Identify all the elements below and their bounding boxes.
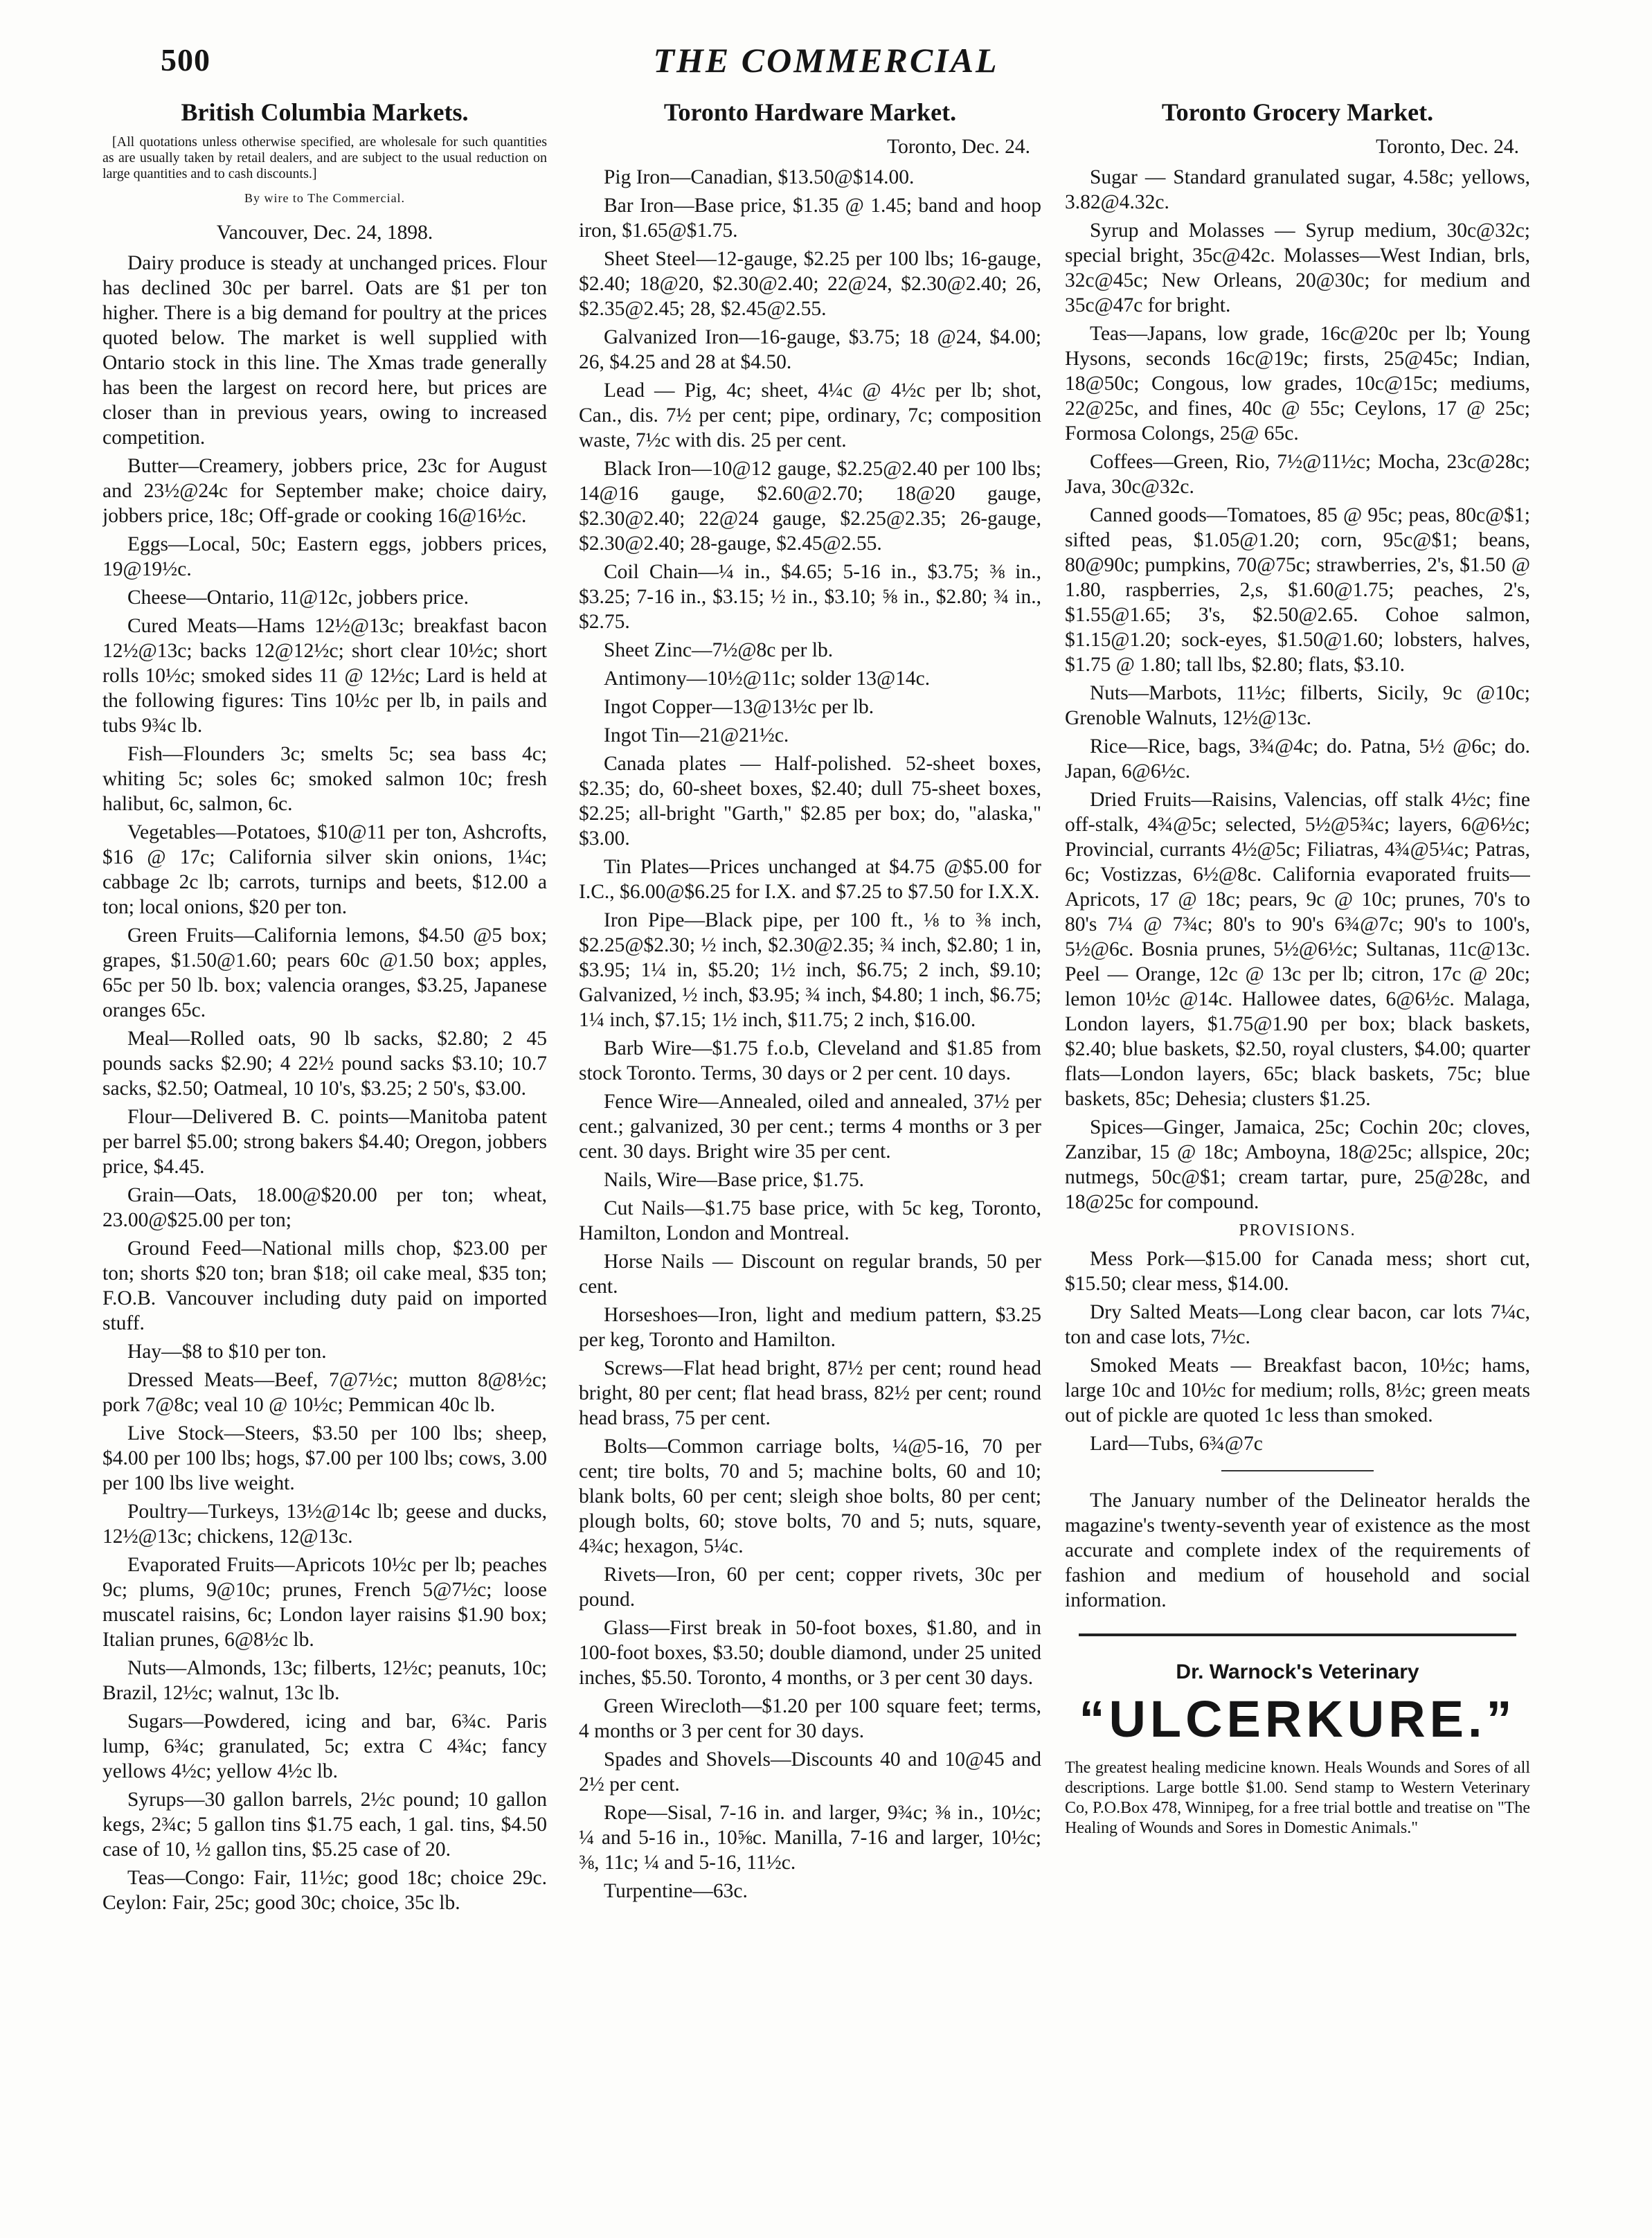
market-paragraph: Ground Feed—National mills chop, $23.00 per ton; shorts $20 ton; bran $18; oil cake meal, $35 ton; F.O.B. Vancouver including duty paid on imported stuff. xyxy=(102,1237,547,1334)
market-entries xyxy=(102,251,547,1915)
market-paragraph: Dried Fruits—Raisins, Valencias, off stalk 4½c; fine off-stalk, 4¾@5c; selected, 5½@5¾c; layers, 6@6½c; Provincial, currants 4½@5c; Filiatras, 4¾@5¼c; Patras, 6c; Vostizzas, 6½@8c. California evaporated fruits—Apricots, 17 @ 18c; pears, 9c @ 10c; prunes, 70's to 80's 7¼ @ 7¾c; 80's to 90's 6¾@7c; 90's to 100's, 5½@6c. Bosnia prunes, 5½@6½c; Sultanas, 11c@13c. Peel — Orange, 12c @ 13c per lb; citron, 17c @ 20c; lemon 10½c @14c. Hallowee dates, 6@6½c. Malaga, London layers, $1.75@1.90 per box; black baskets, $2.40; blue baskets, $2.50, royal clusters, $4.00; quarter flats—London layers, 65c; black baskets, 75c; blue baskets, 85c; Dehesia; clusters $1.25. xyxy=(1065,789,1530,1110)
market-paragraph: Green Fruits—California lemons, $4.50 @5 box; grapes, $1.50@1.60; pears 60c @1.50 box; apples, 65c per 50 lb. box; valencia oranges, $3.25, Japanese oranges 65c. xyxy=(102,924,547,1021)
market-paragraph: Evaporated Fruits—Apricots 10½c per lb; peaches 9c; plums, 9@10c; prunes, French 5@7½c; loose muscatel raisins, 6c; London layer raisins $1.90 box; Italian prunes, 6@8½c lb. xyxy=(102,1554,547,1651)
market-paragraph: Screws—Flat head bright, 87½ per cent; round head bright, 80 per cent; flat head brass, 82½ per cent; round head brass, 75 per cent. xyxy=(579,1357,1041,1429)
market-paragraph: Pig Iron—Canadian, $13.50@$14.00. xyxy=(604,166,915,188)
byline: By wire to The Commercial. xyxy=(244,191,406,205)
market-paragraph: Bar Iron—Base price, $1.35 @ 1.45; band and hoop iron, $1.65@$1.75. xyxy=(579,195,1041,242)
market-paragraph: Canned goods—Tomatoes, 85 @ 95c; peas, 80c@$1; sifted peas, $1.05@1.20; corn, 95c@$1; beans, 80@90c; pumpkins, 70@75c; strawberries, 2's, $1.50 @ 1.80, raspberries, 2,s, $1.60@1.75; peaches, 2's, $1.55@1.65; 3's, $2.50@2.65. Cohoe salmon, $1.15@1.20; sock-eyes, $1.50@1.60; lobsters, halves, $1.75 @ 1.80; tall lbs, $2.80; flats, $3.10. xyxy=(1065,504,1530,676)
market-paragraph: Horseshoes—Iron, light and medium pattern, $3.25 per keg, Toronto and Hamilton. xyxy=(579,1304,1041,1351)
market-paragraph: Bolts—Common carriage bolts, ¼@5-16, 70 per cent; tire bolts, 70 and 5; machine bolts, 60 and 10; blank bolts, 60 per cent; sleigh shoe bolts, 80 per cent; plough bolts, 60; stove bolts, 70 and 5; nuts, square, 4¾c; hexagon, 5¼c. xyxy=(579,1435,1041,1557)
market-paragraph: Sugars—Powdered, icing and bar, 6¾c. Paris lump, 6¾c; granulated, 5c; extra C 4¾c; fancy yellows 4½c; yellow 4½c lb. xyxy=(102,1710,547,1782)
british-columbia-markets-column xyxy=(102,97,547,2216)
market-paragraph: Meal—Rolled oats, 90 lb sacks, $2.80; 2 45 pounds sacks $2.90; 4 22½ pound sacks $3.10; 10.7 sacks, $2.50; Oatmeal, 10 10's, $3.25; 2 50's, $3.00. xyxy=(102,1028,547,1100)
market-paragraph: Canada plates — Half-polished. 52-sheet boxes, $2.35; do, 60-sheet boxes, $2.40; dull 75-sheet boxes, $2.25; all-bright "Garth," $2.85 per box; do, "alaska," $3.00. xyxy=(579,753,1041,850)
market-paragraph: Spades and Shovels—Discounts 40 and 10@45 and 2½ per cent. xyxy=(579,1748,1041,1796)
section-divider xyxy=(1221,1470,1374,1471)
market-paragraph: Nuts—Almonds, 13c; filberts, 12½c; peanuts, 10c; Brazil, 12½c; walnut, 13c lb. xyxy=(102,1657,547,1704)
market-paragraph: Syrups—30 gallon barrels, 2½c pound; 10 gallon kegs, 2¾c; 5 gallon tins $1.75 each, 1 gal. tins, $4.50 case of 10, ½ gallon tins, $5.25 case of 20. xyxy=(102,1789,547,1861)
market-paragraph: Vegetables—Potatoes, $10@11 per ton, Ashcrofts, $16 @ 17c; California silver skin onions, 1¼c; cabbage 2c lb; carrots, turnips and beets, $12.00 a ton; local onions, $20 per ton. xyxy=(102,821,547,918)
market-paragraph: Sheet Steel—12-gauge, $2.25 per 100 lbs; 16-gauge, $2.40; 18@20, $2.30@2.40; 22@24, $2.30@2.40; 26, $2.35@2.45; 28, $2.45@2.55. xyxy=(579,248,1041,320)
ad-body: The greatest healing medicine known. Heals Wounds and Sores of all descriptions. Large bottle $1.00. Send stamp to Western Veterinary Co, P.O.Box 478, Winnipeg, for a free trial bottle and treatise on "The Healing of Wounds and Sores in Domestic Animals." xyxy=(1065,1759,1530,1837)
market-paragraph: Dry Salted Meats—Long clear bacon, car lots 7¼c, ton and case lots, 7½c. xyxy=(1065,1301,1530,1348)
toronto-hardware-market-column xyxy=(579,97,1041,2216)
market-paragraph: Poultry—Turkeys, 13½@14c lb; geese and ducks, 12½@13c; chickens, 12@13c. xyxy=(102,1501,547,1548)
quotation-note: [All quotations unless otherwise specified, are wholesale for such quantities as are usually taken by retail dealers, and are subject to the usual reduction on large quantities and to cash discounts.] xyxy=(102,134,547,181)
market-paragraph: Cheese—Ontario, 11@12c, jobbers price. xyxy=(127,587,469,609)
market-paragraph: Ingot Tin—21@21½c. xyxy=(604,724,789,746)
market-paragraph: Iron Pipe—Black pipe, per 100 ft., ⅛ to ⅜ inch, $2.25@$2.30; ½ inch, $2.30@2.35; ¾ inch, $2.80; 1 in, $3.95; 1¼ in, $5.20; 1½ inch, $6.75; 2 inch, $9.10; Galvanized, ½ inch, $3.95; ¾ inch, $4.80; 1 inch, $6.75; 1¼ inch, $7.15; 1½ inch, $11.75; 2 inch, $16.00. xyxy=(579,909,1041,1031)
market-paragraph: Tin Plates—Prices unchanged at $4.75 @$5.00 for I.C., $6.00@$6.25 for I.X. and $7.25 to $7.50 for I.X.X. xyxy=(579,856,1041,903)
market-entries xyxy=(1065,165,1530,1215)
market-entries xyxy=(579,165,1041,1904)
market-paragraph: Dairy produce is steady at unchanged prices. Flour has declined 30c per barrel. Oats are $1 per ton higher. There is a big demand for poultry at the prices quoted below. The market is well supplied with Ontario stock in this line. The Xmas trade generally has been the largest on record here, but prices are closer than in previous years, owing to increased competition. xyxy=(102,252,547,449)
provisions-entries xyxy=(1065,1246,1530,1456)
market-paragraph: Cut Nails—$1.75 base price, with 5c keg, Toronto, Hamilton, London and Montreal. xyxy=(579,1197,1041,1244)
market-paragraph: Live Stock—Steers, $3.50 per 100 lbs; sheep, $4.00 per 100 lbs; hogs, $7.00 per 100 lbs; cows, 3.00 per 100 lbs live weight. xyxy=(102,1422,547,1494)
market-paragraph: Galvanized Iron—16-gauge, $3.75; 18 @24, $4.00; 26, $4.25 and 28 at $4.50. xyxy=(579,326,1041,373)
ad-heading: Dr. Warnock's Veterinary xyxy=(1176,1660,1419,1683)
market-paragraph: Black Iron—10@12 gauge, $2.25@2.40 per 100 lbs; 14@16 gauge, $2.60@2.70; 18@20 gauge, $2.30@2.40; 22@24 gauge, $2.25@2.35; 26-gauge, $2.30@2.40; 28-gauge, $2.45@2.55. xyxy=(579,458,1041,555)
market-paragraph: Rivets—Iron, 60 per cent; copper rivets, 30c per pound. xyxy=(579,1564,1041,1611)
market-paragraph: Coffees—Green, Rio, 7½@11½c; Mocha, 23c@28c; Java, 30c@32c. xyxy=(1065,451,1530,498)
market-paragraph: Nails, Wire—Base price, $1.75. xyxy=(604,1169,864,1191)
market-paragraph: Rice—Rice, bags, 3¾@4c; do. Patna, 5½ @6c; do. Japan, 6@6½c. xyxy=(1065,735,1530,782)
market-paragraph: Flour—Delivered B. C. points—Manitoba patent per barrel $5.00; strong bakers $4.40; Oregon, jobbers price, $4.45. xyxy=(102,1106,547,1178)
dateline: Toronto, Dec. 24. xyxy=(1376,136,1519,158)
market-paragraph: Horse Nails — Discount on regular brands, 50 per cent. xyxy=(579,1251,1041,1298)
dateline: Toronto, Dec. 24. xyxy=(887,136,1030,158)
market-paragraph: Lead — Pig, 4c; sheet, 4¼c @ 4½c per lb; shot, Can., dis. 7½ per cent; pipe, ordinary, 7c; composition waste, 7½c with dis. 25 per cent. xyxy=(579,379,1041,451)
column-title: Toronto Hardware Market. xyxy=(663,98,957,126)
market-paragraph: Antimony—10½@11c; solder 13@14c. xyxy=(604,668,931,690)
market-paragraph: Teas—Japans, low grade, 16c@20c per lb; Young Hysons, seconds 16c@19c; firsts, 25@45c; Indian, 18@50c; Congous, low grades, 10c@15c; mediums, 22@25c, and fines, 40c @ 55c; Ceylons, 17 @ 25c; Formosa Colongs, 25@ 65c. xyxy=(1065,323,1530,445)
market-paragraph: Grain—Oats, 18.00@$20.00 per ton; wheat, 23.00@$25.00 per ton; xyxy=(102,1184,547,1231)
publication-title: THE COMMERCIAL xyxy=(653,41,999,80)
ulcerkure-advertisement xyxy=(1065,1660,1530,1838)
market-paragraph: Turpentine—63c. xyxy=(604,1880,748,1902)
market-paragraph: Dressed Meats—Beef, 7@7½c; mutton 8@8½c; pork 7@8c; veal 10 @ 10½c; Pemmican 40c lb. xyxy=(102,1369,547,1416)
market-paragraph: Nuts—Marbots, 11½c; filberts, Sicily, 9c @10c; Grenoble Walnuts, 12½@13c. xyxy=(1065,682,1530,729)
market-paragraph: Syrup and Molasses — Syrup medium, 30c@32c; special bright, 35c@42c. Molasses—West Indian, brls, 32c@45c; New Orleans, 20@30c; for medium and 35c@47c for bright. xyxy=(1065,220,1530,316)
market-paragraph: Spices—Ginger, Jamaica, 25c; Cochin 20c; cloves, Zanzibar, 15 @ 18c; Amboyna, 18@25c; allspice, 20c; nutmegs, 50c@$1; cream tartar, pure, 25@28c, and 18@25c for compound. xyxy=(1065,1116,1530,1213)
market-paragraph: Fish—Flounders 3c; smelts 5c; sea bass 4c; whiting 5c; soles 6c; smoked salmon 10c; fresh halibut, 6c, salmon, 6c. xyxy=(102,743,547,815)
column-title: British Columbia Markets. xyxy=(181,98,469,126)
market-paragraph: Barb Wire—$1.75 f.o.b, Cleveland and $1.85 from stock Toronto. Terms, 30 days or 2 per cent. 10 days. xyxy=(579,1037,1041,1084)
market-paragraph: Teas—Congo: Fair, 11½c; good 18c; choice 29c. Ceylon: Fair, 25c; good 30c; choice, 35c lb. xyxy=(102,1867,547,1914)
market-paragraph: Sheet Zinc—7½@8c per lb. xyxy=(604,639,834,661)
page-number: 500 xyxy=(161,42,210,78)
toronto-grocery-market-column xyxy=(1065,97,1530,2216)
ad-product-name: “ULCERKURE.” xyxy=(1079,1690,1516,1748)
market-paragraph: Green Wirecloth—$1.20 per 100 square feet; terms, 4 months or 3 per cent for 30 days. xyxy=(579,1695,1041,1742)
delineator-notice: The January number of the Delineator heralds the magazine's twenty-seventh year of existence as the most accurate and complete index of the requirements of fashion and medium of household and social information. xyxy=(1065,1489,1530,1611)
market-paragraph: Hay—$8 to $10 per ton. xyxy=(127,1341,327,1363)
market-paragraph: Sugar — Standard granulated sugar, 4.58c; yellows, 3.82@4.32c. xyxy=(1065,166,1530,213)
provisions-heading: PROVISIONS. xyxy=(1239,1221,1356,1239)
market-paragraph: Rope—Sisal, 7-16 in. and larger, 9¾c; ⅜ in., 10½c; ¼ and 5-16 in., 10⅝c. Manilla, 7-16 and larger, 10½c; ⅜, 11c; ¼ and 5-16, 11½c. xyxy=(579,1802,1041,1874)
advertisement-rule xyxy=(1079,1633,1516,1636)
market-paragraph: Cured Meats—Hams 12½@13c; breakfast bacon 12½@13c; backs 12@12½c; short clear 10½c; short rolls 10½c; smoked sides 11 @ 12½c; Lard is held at the following figures: Tins 10½c per lb, in pails and tubs 9¾c lb. xyxy=(102,615,547,737)
market-paragraph: Mess Pork—$15.00 for Canada mess; short cut, $15.50; clear mess, $14.00. xyxy=(1065,1248,1530,1295)
column-title: Toronto Grocery Market. xyxy=(1161,98,1434,126)
market-paragraph: Ingot Copper—13@13½c per lb. xyxy=(604,696,874,718)
market-paragraph: Lard—Tubs, 6¾@7c xyxy=(1090,1433,1263,1455)
market-paragraph: Smoked Meats — Breakfast bacon, 10½c; hams, large 10c and 10½c for medium; rolls, 8½c; green meats out of pickle are quoted 1c less than smoked. xyxy=(1065,1354,1530,1426)
dateline: Vancouver, Dec. 24, 1898. xyxy=(216,222,433,244)
market-paragraph: Butter—Creamery, jobbers price, 23c for August and 23½@24c for September make; choice dairy, jobbers price, 18c; Off-grade or cooking 16@16½c. xyxy=(102,455,547,527)
market-paragraph: Coil Chain—¼ in., $4.65; 5-16 in., $3.75; ⅜ in., $3.25; 7-16 in., $3.15; ½ in., $3.10; ⅝ in., $2.80; ¾ in., $2.75. xyxy=(579,561,1041,633)
market-paragraph: Glass—First break in 50-foot boxes, $1.80, and in 100-foot boxes, $3.50; double diamond, under 25 united inches, $5.50. Toronto, 4 months, or 3 per cent 30 days. xyxy=(579,1617,1041,1689)
market-paragraph: Eggs—Local, 50c; Eastern eggs, jobbers prices, 19@19½c. xyxy=(102,533,547,580)
market-paragraph: Fence Wire—Annealed, oiled and annealed, 37½ per cent.; galvanized, 30 per cent.; terms 4 months or 3 per cent. 30 days. Bright wire 35 per cent. xyxy=(579,1091,1041,1163)
